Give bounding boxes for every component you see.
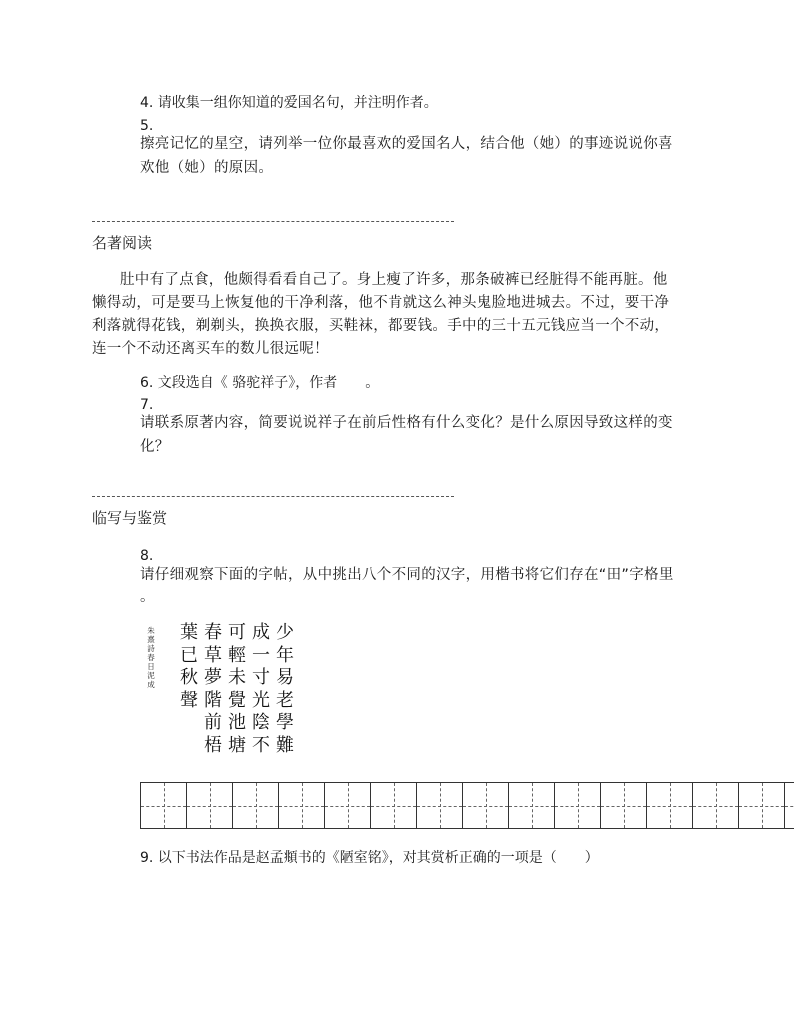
copybook-column-1: 少年易老學難 [276, 622, 294, 756]
tian-grid-cell[interactable] [739, 783, 785, 828]
calligraphy-copybook [146, 622, 306, 768]
tian-grid-cell[interactable] [187, 783, 233, 828]
copybook-signature: 朱熹詩春日泥成 [147, 626, 155, 689]
tian-grid-cell[interactable] [509, 783, 555, 828]
passage-line-3: 利落就得花钱，剃剃头，换换衣服，买鞋袜，都要钱。手中的三十五元钱应当一个不动， [92, 318, 670, 334]
copybook-column-5: 葉已秋聲 [180, 622, 198, 711]
tian-grid-cell[interactable] [785, 783, 794, 828]
tian-grid-cell[interactable] [417, 783, 463, 828]
tian-grid-cell[interactable] [325, 783, 371, 828]
tian-grid-cell[interactable] [371, 783, 417, 828]
section-title-calligraphy: 临写与鉴赏 [92, 509, 168, 527]
question-7-line-1: 请联系原著内容，简要说说祥子在前后性格有什么变化？是什么原因导致这样的变 [140, 415, 673, 431]
question-7-number: 7. [140, 397, 154, 413]
passage-line-4: 连一个不动还离买车的数儿很远呢！ [92, 341, 329, 357]
question-5-number: 5. [140, 118, 154, 134]
tian-grid-cell[interactable] [233, 783, 279, 828]
question-8-line-1: 请仔细观察下面的字帖，从中挑出八个不同的汉字，用楷书将它们存在“田”字格里 [140, 567, 674, 583]
tian-grid-cell[interactable] [141, 783, 187, 828]
question-6: 6. 文段选自《 骆驼祥子》，作者 。 [140, 375, 380, 391]
section-divider [92, 221, 454, 222]
section-divider [92, 496, 454, 497]
question-8-line-2: 。 [140, 589, 155, 605]
question-8-number: 8. [140, 548, 154, 564]
question-5-line-1: 擦亮记忆的星空，请列举一位你最喜欢的爱国名人，结合他（她）的事迹说说你喜 [140, 136, 673, 152]
question-5-line-2: 欢他（她）的原因。 [140, 160, 274, 176]
section-title-reading: 名著阅读 [92, 234, 153, 252]
question-7-line-2: 化？ [140, 439, 170, 455]
tian-grid-cell[interactable] [279, 783, 325, 828]
tian-grid-cell[interactable] [555, 783, 601, 828]
passage-line-1: 肚中有了点食，他颇得看看自己了。身上瘦了许多，那条破裤已经脏得不能再脏。他 [120, 272, 668, 288]
passage-line-2: 懒得动，可是要马上恢复他的干净利落，他不肯就这么神头鬼脸地进城去。不过，要干净 [92, 295, 670, 311]
copybook-column-3: 可輕未覺池塘 [228, 622, 246, 756]
tian-grid-cell[interactable] [463, 783, 509, 828]
question-9: 9. 以下书法作品是赵孟頫书的《陋室铭》，对其赏析正确的一项是（ ） [140, 850, 599, 866]
question-4: 4. 请收集一组你知道的爱国名句，并注明作者。 [140, 95, 438, 111]
tian-grid-cell[interactable] [693, 783, 739, 828]
tian-grid-cell[interactable] [647, 783, 693, 828]
tian-grid-cell[interactable] [601, 783, 647, 828]
copybook-column-2: 成一寸光陰不 [252, 622, 270, 756]
tian-grid[interactable] [140, 782, 794, 829]
copybook-column-4: 春草夢階前梧 [204, 622, 222, 756]
